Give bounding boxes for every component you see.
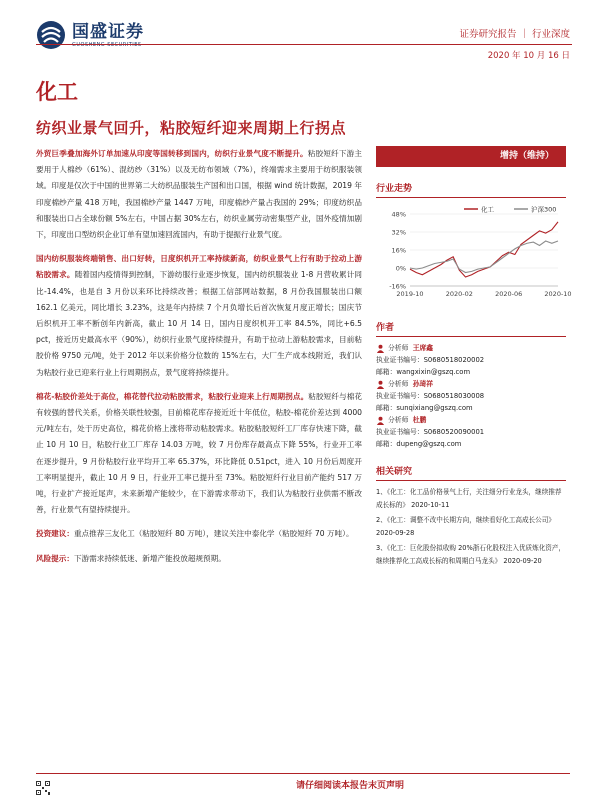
body-paragraph — [36, 389, 362, 519]
paragraph-lead: 风险提示： — [36, 553, 74, 563]
author-entry — [376, 378, 566, 414]
author-name: 王席鑫 — [412, 344, 434, 352]
page-header — [0, 0, 600, 60]
report-body — [36, 146, 362, 567]
email-label: 邮箱： — [376, 440, 397, 448]
authors-section-title: 作者 — [376, 320, 566, 337]
author-entry — [376, 414, 566, 450]
x-tick-label: 2020-10 — [544, 290, 572, 298]
related-report[interactable] — [376, 514, 566, 539]
legend-label: 化工 — [481, 205, 494, 214]
cert-number: S0680518020002 — [423, 356, 485, 364]
company-logo — [36, 20, 144, 50]
person-icon — [376, 380, 385, 389]
y-tick-label: 48% — [391, 210, 406, 219]
report-date: 2020 年 10 月 16 日 — [487, 51, 570, 61]
body-paragraph — [36, 251, 362, 381]
paragraph-text: 粘胶短纤与棉花有较强的替代关系，价格关联性较强，目前棉花库存接近近十年低位，粘胶-棉花价差达到 4000 元/吨左右，处于历史高位，棉花价格上涨将带动粘胶需求。粘胶粘胶短纤工厂库存快速下降，截止 10 月 10 日，粘胶行业工厂库存 14.03 万吨，较 7 月份库存最高点下降 55%，行业开工率在逐步提升，9 月份粘胶行业平均开工率 65.37%，环比降低 0.51pct，进入 10 月份后周度开工率明显提升，截止 10 月 9 日，行业开工率已提升至 73%。粘胶短纤行业目前产能约 517 万吨，行业扩产接近尾声，未来新增产能较少，在下游需求带动下，我们认为粘胶行业供需不断改善，行业景气有望持续提升。 — [36, 391, 362, 515]
cert-label: 执业证书编号： — [376, 392, 424, 400]
paragraph-lead: 国内纺织服装终端销售、出口好转，日度织机开工率持续新高，纺织业景气上行有助于拉动上游粘胶需求。 — [36, 254, 362, 280]
report-type: 证券研究报告 ｜ 行业深度 — [459, 29, 570, 40]
paragraph-text: 随着国内疫情得到控制，下游纺服行业逐步恢复，国内纺织服装业 1-8 月营收累计同比-14.4%，也是自 3 月份以来环比持续改善；根据工信部网站数据，8 月份我国服装出口额 162.1 亿美元，同比增长 3.23%，这是年内持续 7 个月负增长后首次恢复月度正增长；国庆节后织机开工率不断创年内新高，截止 10 月 14 日，国内日度织机开工率 84.5%，同比+6.5 pct，接近历史最高水平（90%），纺织行业景气度持续提升，有助于拉动上游粘胶需求，目前粘胶价格 9750 元/吨，处于 2012 年以来价格分位数的 15%左右，大厂生产成本线附近，我们认为粘胶行业已迎来行业上行周期拐点，景气度将持续提升。 — [36, 270, 363, 377]
legend-label: 沪深300 — [531, 205, 557, 214]
y-tick-label: 0% — [395, 264, 406, 273]
related-report-date: 2020-09-28 — [376, 528, 415, 537]
related-report-date: 2020-10-11 — [411, 500, 450, 509]
paragraph-text: 下游需求持续低迷、新增产能投放超规预期。 — [73, 553, 226, 563]
related-report-title: 1、《化工：化工品价格景气上行，关注细分行业龙头，继续推荐成长标的》 — [376, 488, 562, 509]
author-name: 孙琦祥 — [412, 380, 434, 388]
related-report[interactable] — [376, 542, 566, 567]
related-section-title: 相关研究 — [376, 464, 566, 481]
person-icon — [376, 416, 385, 425]
author-label: 分析师 — [388, 380, 409, 388]
logo-chinese-name: 国盛证券 — [72, 21, 144, 42]
related-report-title: 3、《化工：巨化股份拟收购 20%浙石化股权注入优质炼化资产，继续推荐化工高成长标的和周期白马龙头》 — [376, 544, 566, 565]
trend-chart — [376, 202, 572, 302]
x-tick-label: 2019-10 — [396, 290, 424, 298]
cert-label: 执业证书编号： — [376, 356, 424, 364]
related-research-list — [376, 486, 566, 567]
person-icon — [376, 344, 385, 353]
footer-divider — [36, 773, 570, 774]
author-email[interactable]: dupeng@gszq.com — [396, 440, 462, 448]
paragraph-text: 粘胶短纤下游主要用于人棉纱（61%）、混纺纱（31%）以及无纺布领域（7%），终端需求主要用于纺织服装领域。印度是仅次于中国的世界第二大纺织品服装生产国和出口国，根据 wind 统计数据，2019 年印度棉纱产量 418 万吨，我国棉纱产量 1447 万吨，印度棉纱产量占我国的 29%；印度纺织品和服装出口占全球份额 5%左右，中国占据 30%左右，纺织业属劳动密集型产业，国外疫情加剧下，印度出口型纺织企业订单有望加速回流国内，有助于提振行业景气度。 — [36, 149, 363, 240]
related-report-title: 2、《化工：调整不改中长期方向，继续看好化工高成长公司》 — [376, 516, 555, 524]
cert-number: S0680518030008 — [423, 392, 485, 400]
email-label: 邮箱： — [376, 368, 397, 376]
report-title: 纺织业景气回升，粘胶短纤迎来周期上行拐点 — [36, 119, 347, 137]
x-tick-label: 2020-06 — [495, 290, 523, 298]
y-tick-label: 32% — [391, 228, 406, 237]
paragraph-lead: 外贸巨季叠加海外订单加速从印度等国转移到国内，纺织行业景气度不断提升。 — [36, 149, 308, 158]
author-name: 杜鹏 — [412, 416, 427, 424]
related-report[interactable] — [376, 486, 566, 511]
series-line-chemical — [410, 222, 558, 277]
body-paragraph — [36, 146, 362, 243]
email-label: 邮箱： — [376, 404, 397, 412]
header-divider — [36, 44, 572, 45]
y-tick-label: -16% — [389, 282, 406, 291]
paragraph-lead: 棉花-粘胶价差处于高位，棉花替代拉动粘胶需求，粘胶行业迎来上行周期拐点。 — [36, 391, 309, 401]
investment-advice — [36, 526, 362, 542]
rating-badge: 增持（维持） — [376, 146, 566, 167]
cert-number: S0680520090001 — [423, 428, 485, 436]
author-list — [376, 342, 566, 450]
trend-section-title: 行业走势 — [376, 181, 566, 198]
author-label: 分析师 — [388, 344, 409, 352]
logo-mark-icon — [36, 20, 66, 50]
author-entry — [376, 342, 566, 378]
y-tick-label: 16% — [391, 246, 406, 255]
trend-chart-container — [376, 202, 572, 306]
sector-name: 化工 — [36, 80, 78, 104]
paragraph-text: 重点推荐三友化工（粘胶短纤 80 万吨），建议关注中泰化学（粘胶短纤 70 万吨）。 — [73, 529, 354, 539]
author-label: 分析师 — [388, 416, 409, 424]
risk-warning — [36, 551, 362, 567]
related-report-date: 2020-09-20 — [503, 556, 542, 565]
author-email[interactable]: sunqixiang@gszq.com — [396, 404, 473, 412]
author-email[interactable]: wangxixin@gszq.com — [396, 368, 471, 376]
footer-disclaimer: 请仔细阅读本报告末页声明 — [295, 781, 404, 791]
x-tick-label: 2020-02 — [445, 290, 473, 298]
paragraph-lead: 投资建议： — [36, 529, 74, 539]
qr-code-icon — [36, 781, 50, 795]
sidebar — [376, 146, 572, 567]
cert-label: 执业证书编号： — [376, 428, 424, 436]
